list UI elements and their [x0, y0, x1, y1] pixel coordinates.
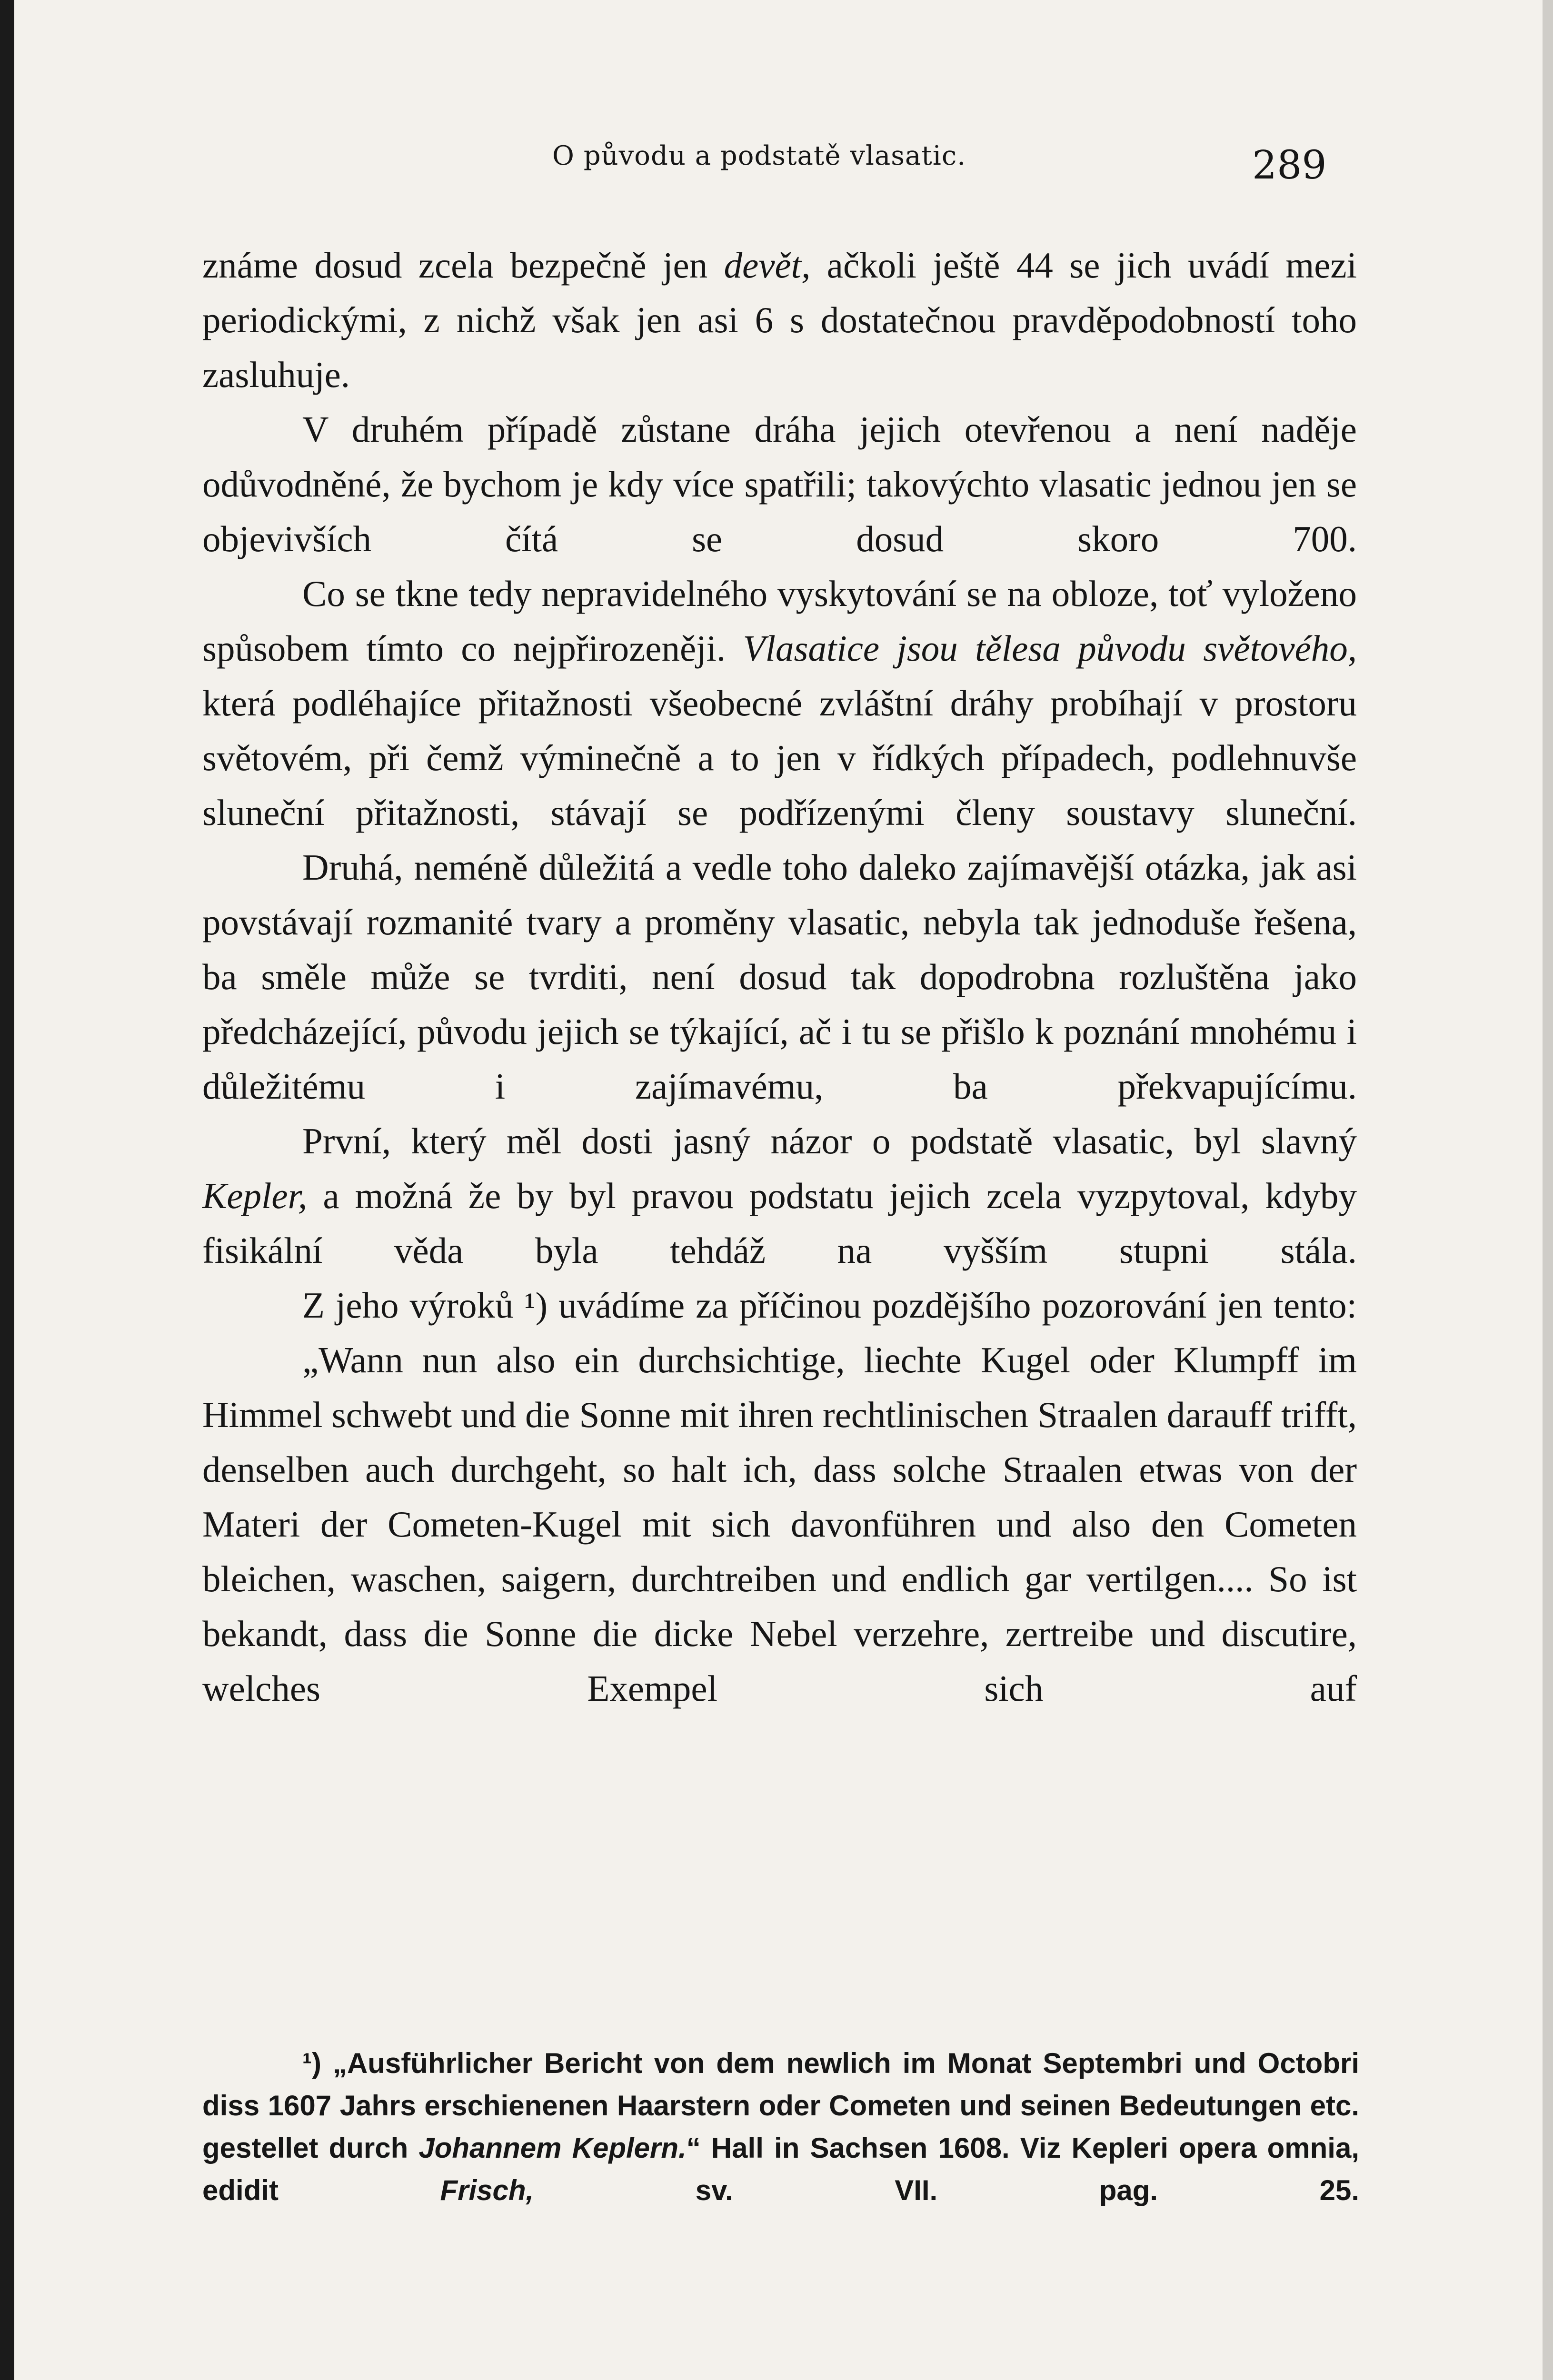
text-run: sv. VII. pag. 25.	[534, 2174, 1359, 2206]
text-run-italic: Vlasatice jsou tělesa původu světového,	[743, 628, 1357, 669]
running-title: O původu a podstatě vlasatic.	[552, 140, 966, 171]
text-run: “ Hall in Sachsen 1608. Viz Kepleri opera omnia, edidit	[202, 2132, 1359, 2206]
text-run: ¹) „Ausführlicher Bericht von dem newlich im Monat Septembri und Octobri diss 1607 Jahrs erschienenen Haarstern oder Cometen und seinen Bedeutungen etc. gestellet durch	[202, 2047, 1359, 2164]
text-run: a možná že by byl pravou podstatu jejich zcela vyzpytoval, kdyby fisikální věda byla tehdáž na vyšším stupni stála.	[202, 1175, 1357, 1271]
body-text	[202, 238, 1357, 1716]
text-run: „Wann nun also ein durchsichtige, liechte Kugel oder Klumpff im Himmel schwebt und die Sonne mit ihren rechtlinischen Straalen darauff trifft, denselben auch durchgeht, so halt ich, dass solche Straalen etwas von der Materi der Cometen-Kugel mit sich davonführen und also den Cometen bleichen, waschen, saigern, durchtreiben und endlich gar vertilgen.... So ist bekandt, dass die Sonne die dicke Nebel verzehre, zertreibe und discutire, welches Exempel sich auf	[202, 1339, 1357, 1709]
scan-edge-right	[1543, 0, 1553, 2380]
page-number: 289	[1252, 143, 1327, 188]
text-run-italic: devět,	[724, 245, 811, 286]
scan-edge-left	[0, 0, 14, 2380]
text-run: Druhá, neméně důležitá a vedle toho daleko zajímavější otázka, jak asi povstávají rozmanité tvary a proměny vlasatic, nebyla tak jednoduše řešena, ba směle může se tvrditi, není dosud tak dopodrobna rozluštěna jako předcházející, původu jejich se týkající, ač i tu se přišlo k poznání mnohému i důležitému i zajímavému, ba překvapujícímu.	[202, 847, 1357, 1107]
text-run: Co se tkne tedy nepravidelného vyskytování se na obloze, toť vyloženo spůsobem tímto co nejpřirozeněji.	[202, 573, 1357, 669]
text-run-italic: Kepler,	[202, 1175, 308, 1216]
footnote	[202, 2042, 1359, 2211]
text-run: ačkoli ještě 44 se jich uvádí mezi periodickými, z nichž však jen asi 6 s dostatečnou pravděpodobností toho zasluhuje.	[202, 245, 1357, 395]
paragraph-quotation	[202, 1333, 1357, 1716]
text-run: Z jeho výroků ¹) uvádíme za příčinou pozdějšího pozorování jen tento:	[302, 1285, 1357, 1326]
paragraph	[202, 238, 1357, 402]
text-run-italic: Johannem Keplern.	[418, 2132, 687, 2164]
text-run: známe dosud zcela bezpečně jen	[202, 245, 724, 286]
text-run: která podléhajíce přitažnosti všeobecné zvláštní dráhy probíhají v prostoru světovém, při čemž výminečně a to jen v řídkých případech, podlehnuvše sluneční přitažnosti, stávají se podřízenými členy soustavy sluneční.	[202, 683, 1357, 833]
text-run: První, který měl dosti jasný názor o podstatě vlasatic, byl slavný	[302, 1121, 1357, 1161]
paragraph	[202, 1278, 1357, 1333]
footnotes	[202, 2042, 1359, 2211]
paragraph	[202, 402, 1357, 566]
paragraph	[202, 840, 1357, 1114]
text-run-italic: Frisch,	[440, 2174, 534, 2206]
paragraph	[202, 566, 1357, 840]
paragraph	[202, 1114, 1357, 1278]
text-run: V druhém případě zůstane dráha jejich otevřenou a není naděje odůvodněné, že bychom je kdy více spatřili; takovýchto vlasatic jednou jen se objevivších čítá se dosud skoro 700.	[202, 409, 1357, 559]
